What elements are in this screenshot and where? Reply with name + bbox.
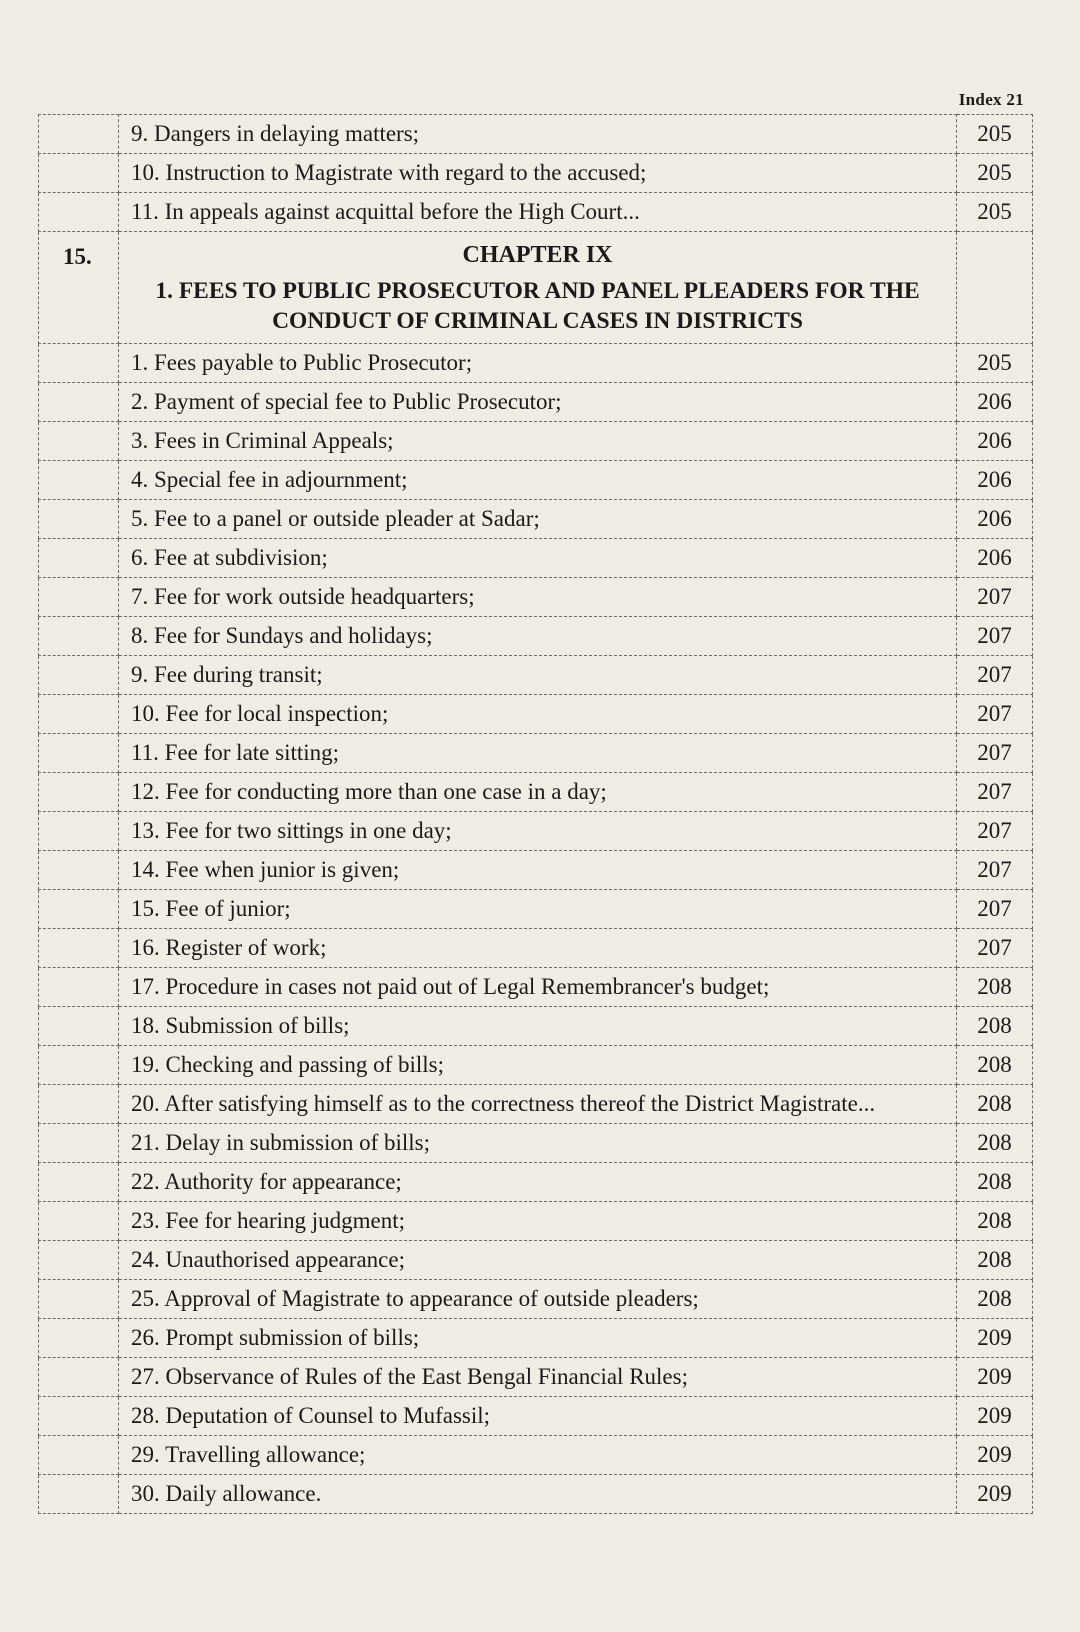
index-row bbox=[39, 154, 1033, 193]
index-row bbox=[39, 1357, 1033, 1396]
index-entry-title: 11. In appeals against acquittal before the High Court... bbox=[119, 193, 957, 232]
index-row bbox=[39, 811, 1033, 850]
index-entry-title: 1. Fees payable to Public Prosecutor; bbox=[119, 343, 957, 382]
index-page-number: 208 bbox=[957, 1045, 1033, 1084]
index-row bbox=[39, 733, 1033, 772]
index-page-number: 207 bbox=[957, 616, 1033, 655]
index-row bbox=[39, 115, 1033, 154]
index-row bbox=[39, 889, 1033, 928]
index-number-cell bbox=[39, 655, 119, 694]
index-entry-title: 22. Authority for appearance; bbox=[119, 1162, 957, 1201]
index-entry-title: 5. Fee to a panel or outside pleader at Sadar; bbox=[119, 499, 957, 538]
index-page-number: 206 bbox=[957, 460, 1033, 499]
index-entry-title: 4. Special fee in adjournment; bbox=[119, 460, 957, 499]
index-entry-title: 26. Prompt submission of bills; bbox=[119, 1318, 957, 1357]
index-page-number: 208 bbox=[957, 1162, 1033, 1201]
index-page-number: 208 bbox=[957, 1240, 1033, 1279]
index-number-cell bbox=[39, 1396, 119, 1435]
index-row bbox=[39, 1474, 1033, 1513]
index-row bbox=[39, 193, 1033, 232]
index-entry-title: 14. Fee when junior is given; bbox=[119, 850, 957, 889]
chapter-subtitle: 1. FEES TO PUBLIC PROSECUTOR AND PANEL PLEADERS FOR THE CONDUCT OF CRIMINAL CASES IN DISTRICTS bbox=[155, 278, 920, 335]
index-row bbox=[39, 499, 1033, 538]
index-number-cell bbox=[39, 538, 119, 577]
index-row bbox=[39, 655, 1033, 694]
index-page-number: 207 bbox=[957, 772, 1033, 811]
index-number-cell bbox=[39, 1045, 119, 1084]
pre-entries bbox=[39, 115, 1033, 232]
index-page-number: 207 bbox=[957, 811, 1033, 850]
index-entry-title: 20. After satisfying himself as to the correctness thereof the District Magistrate... bbox=[119, 1084, 957, 1123]
index-page-number: 208 bbox=[957, 1006, 1033, 1045]
index-page-number: 206 bbox=[957, 499, 1033, 538]
index-entry-title: 19. Checking and passing of bills; bbox=[119, 1045, 957, 1084]
index-row bbox=[39, 1240, 1033, 1279]
index-page-number: 208 bbox=[957, 1123, 1033, 1162]
index-number-cell bbox=[39, 382, 119, 421]
index-number-cell bbox=[39, 1084, 119, 1123]
index-number-cell bbox=[39, 928, 119, 967]
index-entry-title: 12. Fee for conducting more than one case in a day; bbox=[119, 772, 957, 811]
index-entry-title: 25. Approval of Magistrate to appearance of outside pleaders; bbox=[119, 1279, 957, 1318]
index-page-number: 206 bbox=[957, 421, 1033, 460]
index-number-cell bbox=[39, 811, 119, 850]
index-page-number: 209 bbox=[957, 1318, 1033, 1357]
index-row bbox=[39, 1006, 1033, 1045]
index-entry-title: 23. Fee for hearing judgment; bbox=[119, 1201, 957, 1240]
index-number-cell bbox=[39, 1357, 119, 1396]
index-row bbox=[39, 460, 1033, 499]
index-row bbox=[39, 694, 1033, 733]
index-row bbox=[39, 1123, 1033, 1162]
index-row bbox=[39, 1396, 1033, 1435]
index-number-cell bbox=[39, 1162, 119, 1201]
chapter-number: 15. bbox=[39, 232, 119, 344]
index-number-cell bbox=[39, 1435, 119, 1474]
index-page-number: 209 bbox=[957, 1435, 1033, 1474]
page-header: Index 21 bbox=[958, 90, 1024, 109]
index-page-number: 207 bbox=[957, 850, 1033, 889]
index-row bbox=[39, 967, 1033, 1006]
index-entry-title: 6. Fee at subdivision; bbox=[119, 538, 957, 577]
index-number-cell bbox=[39, 616, 119, 655]
index-page-number: 207 bbox=[957, 733, 1033, 772]
index-page-number: 207 bbox=[957, 694, 1033, 733]
index-entry-title: 18. Submission of bills; bbox=[119, 1006, 957, 1045]
chapter-title: CHAPTER IX bbox=[462, 242, 613, 268]
chapter-heading bbox=[119, 232, 957, 344]
index-page-number: 209 bbox=[957, 1474, 1033, 1513]
chapter-section bbox=[39, 232, 1033, 344]
index-page-number: 205 bbox=[957, 193, 1033, 232]
index-entry-title: 28. Deputation of Counsel to Mufassil; bbox=[119, 1396, 957, 1435]
index-page-number: 207 bbox=[957, 889, 1033, 928]
index-page-number: 207 bbox=[957, 655, 1033, 694]
index-entry-title: 16. Register of work; bbox=[119, 928, 957, 967]
index-page-number: 205 bbox=[957, 343, 1033, 382]
index-number-cell bbox=[39, 154, 119, 193]
index-number-cell bbox=[39, 343, 119, 382]
index-number-cell bbox=[39, 1006, 119, 1045]
index-entry-title: 10. Instruction to Magistrate with regard to the accused; bbox=[119, 154, 957, 193]
index-row bbox=[39, 850, 1033, 889]
index-number-cell bbox=[39, 1279, 119, 1318]
chapter-page-cell bbox=[957, 232, 1033, 344]
index-entry-title: 29. Travelling allowance; bbox=[119, 1435, 957, 1474]
index-row bbox=[39, 1279, 1033, 1318]
index-number-cell bbox=[39, 1474, 119, 1513]
index-entry-title: 8. Fee for Sundays and holidays; bbox=[119, 616, 957, 655]
index-entry-title: 7. Fee for work outside headquarters; bbox=[119, 577, 957, 616]
index-entry-title: 13. Fee for two sittings in one day; bbox=[119, 811, 957, 850]
index-row bbox=[39, 616, 1033, 655]
index-number-cell bbox=[39, 1123, 119, 1162]
index-number-cell bbox=[39, 460, 119, 499]
index-page-number: 206 bbox=[957, 538, 1033, 577]
index-row bbox=[39, 538, 1033, 577]
index-number-cell bbox=[39, 889, 119, 928]
index-row bbox=[39, 1435, 1033, 1474]
index-row bbox=[39, 1201, 1033, 1240]
index-number-cell bbox=[39, 115, 119, 154]
chapter-entries bbox=[39, 343, 1033, 1513]
index-page-number: 206 bbox=[957, 382, 1033, 421]
index-number-cell bbox=[39, 1318, 119, 1357]
index-row bbox=[39, 421, 1033, 460]
index-page-number: 208 bbox=[957, 1279, 1033, 1318]
index-entry-title: 30. Daily allowance. bbox=[119, 1474, 957, 1513]
index-entry-title: 9. Dangers in delaying matters; bbox=[119, 115, 957, 154]
index-entry-title: 24. Unauthorised appearance; bbox=[119, 1240, 957, 1279]
index-page-number: 207 bbox=[957, 928, 1033, 967]
index-page-number: 208 bbox=[957, 1201, 1033, 1240]
index-entry-title: 2. Payment of special fee to Public Prosecutor; bbox=[119, 382, 957, 421]
index-number-cell bbox=[39, 577, 119, 616]
index-entry-title: 3. Fees in Criminal Appeals; bbox=[119, 421, 957, 460]
index-table bbox=[38, 114, 1033, 1514]
index-row bbox=[39, 1045, 1033, 1084]
index-page-number: 207 bbox=[957, 577, 1033, 616]
index-row bbox=[39, 772, 1033, 811]
index-number-cell bbox=[39, 193, 119, 232]
index-entry-title: 17. Procedure in cases not paid out of Legal Remembrancer's budget; bbox=[119, 967, 957, 1006]
chapter-heading-row bbox=[39, 232, 1033, 344]
index-page-number: 209 bbox=[957, 1396, 1033, 1435]
index-number-cell bbox=[39, 772, 119, 811]
index-page-number: 205 bbox=[957, 115, 1033, 154]
index-page-number: 209 bbox=[957, 1357, 1033, 1396]
index-entry-title: 9. Fee during transit; bbox=[119, 655, 957, 694]
index-entry-title: 15. Fee of junior; bbox=[119, 889, 957, 928]
index-number-cell bbox=[39, 733, 119, 772]
index-number-cell bbox=[39, 1240, 119, 1279]
index-row bbox=[39, 343, 1033, 382]
index-row bbox=[39, 1084, 1033, 1123]
index-entry-title: 21. Delay in submission of bills; bbox=[119, 1123, 957, 1162]
index-number-cell bbox=[39, 1201, 119, 1240]
index-entry-title: 11. Fee for late sitting; bbox=[119, 733, 957, 772]
index-row bbox=[39, 1162, 1033, 1201]
index-number-cell bbox=[39, 421, 119, 460]
index-number-cell bbox=[39, 499, 119, 538]
index-page-number: 208 bbox=[957, 967, 1033, 1006]
index-number-cell bbox=[39, 967, 119, 1006]
index-number-cell bbox=[39, 694, 119, 733]
index-page-number: 205 bbox=[957, 154, 1033, 193]
index-entry-title: 10. Fee for local inspection; bbox=[119, 694, 957, 733]
index-row bbox=[39, 382, 1033, 421]
index-row bbox=[39, 577, 1033, 616]
index-entry-title: 27. Observance of Rules of the East Bengal Financial Rules; bbox=[119, 1357, 957, 1396]
index-row bbox=[39, 928, 1033, 967]
index-number-cell bbox=[39, 850, 119, 889]
index-row bbox=[39, 1318, 1033, 1357]
index-page-number: 208 bbox=[957, 1084, 1033, 1123]
